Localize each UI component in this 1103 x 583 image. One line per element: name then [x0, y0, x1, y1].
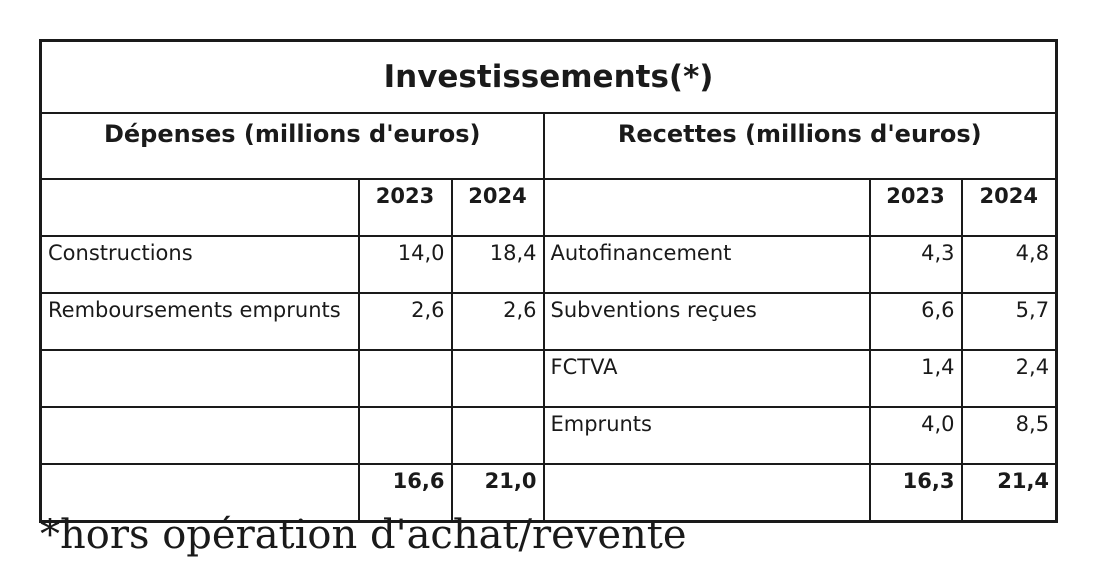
recettes-header: Recettes (millions d'euros): [544, 113, 1057, 179]
rec-value-2024: 4,8: [962, 236, 1057, 293]
dep-value-2023: 14,0: [359, 236, 452, 293]
rec-value-2024: 2,4: [962, 350, 1057, 407]
footnote: *hors opération d'achat/revente: [40, 512, 687, 558]
rec-value-2024: 5,7: [962, 293, 1057, 350]
rec-label: Autofinancement: [544, 236, 870, 293]
dep-value-2024: 18,4: [452, 236, 544, 293]
empty-cell: [41, 179, 359, 236]
rec-total-2024: 21,4: [962, 464, 1057, 522]
dep-year-2024: 2024: [452, 179, 544, 236]
rec-total-2023: 16,3: [870, 464, 962, 522]
dep-value-2023: 2,6: [359, 293, 452, 350]
rec-year-2024: 2024: [962, 179, 1057, 236]
table-row: [41, 350, 1057, 407]
rec-value-2023: 6,6: [870, 293, 962, 350]
rec-value-2023: 4,3: [870, 236, 962, 293]
section-header-row: [41, 113, 1057, 179]
title-row: [41, 41, 1057, 114]
depenses-header: Dépenses (millions d'euros): [41, 113, 544, 179]
rec-label: Emprunts: [544, 407, 870, 464]
table-row: [41, 407, 1057, 464]
dep-label: [41, 407, 359, 464]
dep-label: Constructions: [41, 236, 359, 293]
years-row: [41, 179, 1057, 236]
rec-value-2023: 1,4: [870, 350, 962, 407]
investments-table: [39, 39, 1058, 523]
dep-label: [41, 350, 359, 407]
dep-value-2024: 2,6: [452, 293, 544, 350]
dep-total-2023: 16,6: [359, 464, 452, 522]
dep-year-2023: 2023: [359, 179, 452, 236]
dep-value-2023: [359, 407, 452, 464]
rec-value-2023: 4,0: [870, 407, 962, 464]
table-title: Investissements(*): [41, 41, 1057, 114]
rec-year-2023: 2023: [870, 179, 962, 236]
dep-value-2023: [359, 350, 452, 407]
table-row: [41, 293, 1057, 350]
rec-label: Subventions reçues: [544, 293, 870, 350]
rec-value-2024: 8,5: [962, 407, 1057, 464]
table-row: [41, 236, 1057, 293]
dep-total-2024: 21,0: [452, 464, 544, 522]
dep-value-2024: [452, 407, 544, 464]
dep-value-2024: [452, 350, 544, 407]
empty-cell: [544, 179, 870, 236]
dep-label: Remboursements emprunts: [41, 293, 359, 350]
rec-label: FCTVA: [544, 350, 870, 407]
